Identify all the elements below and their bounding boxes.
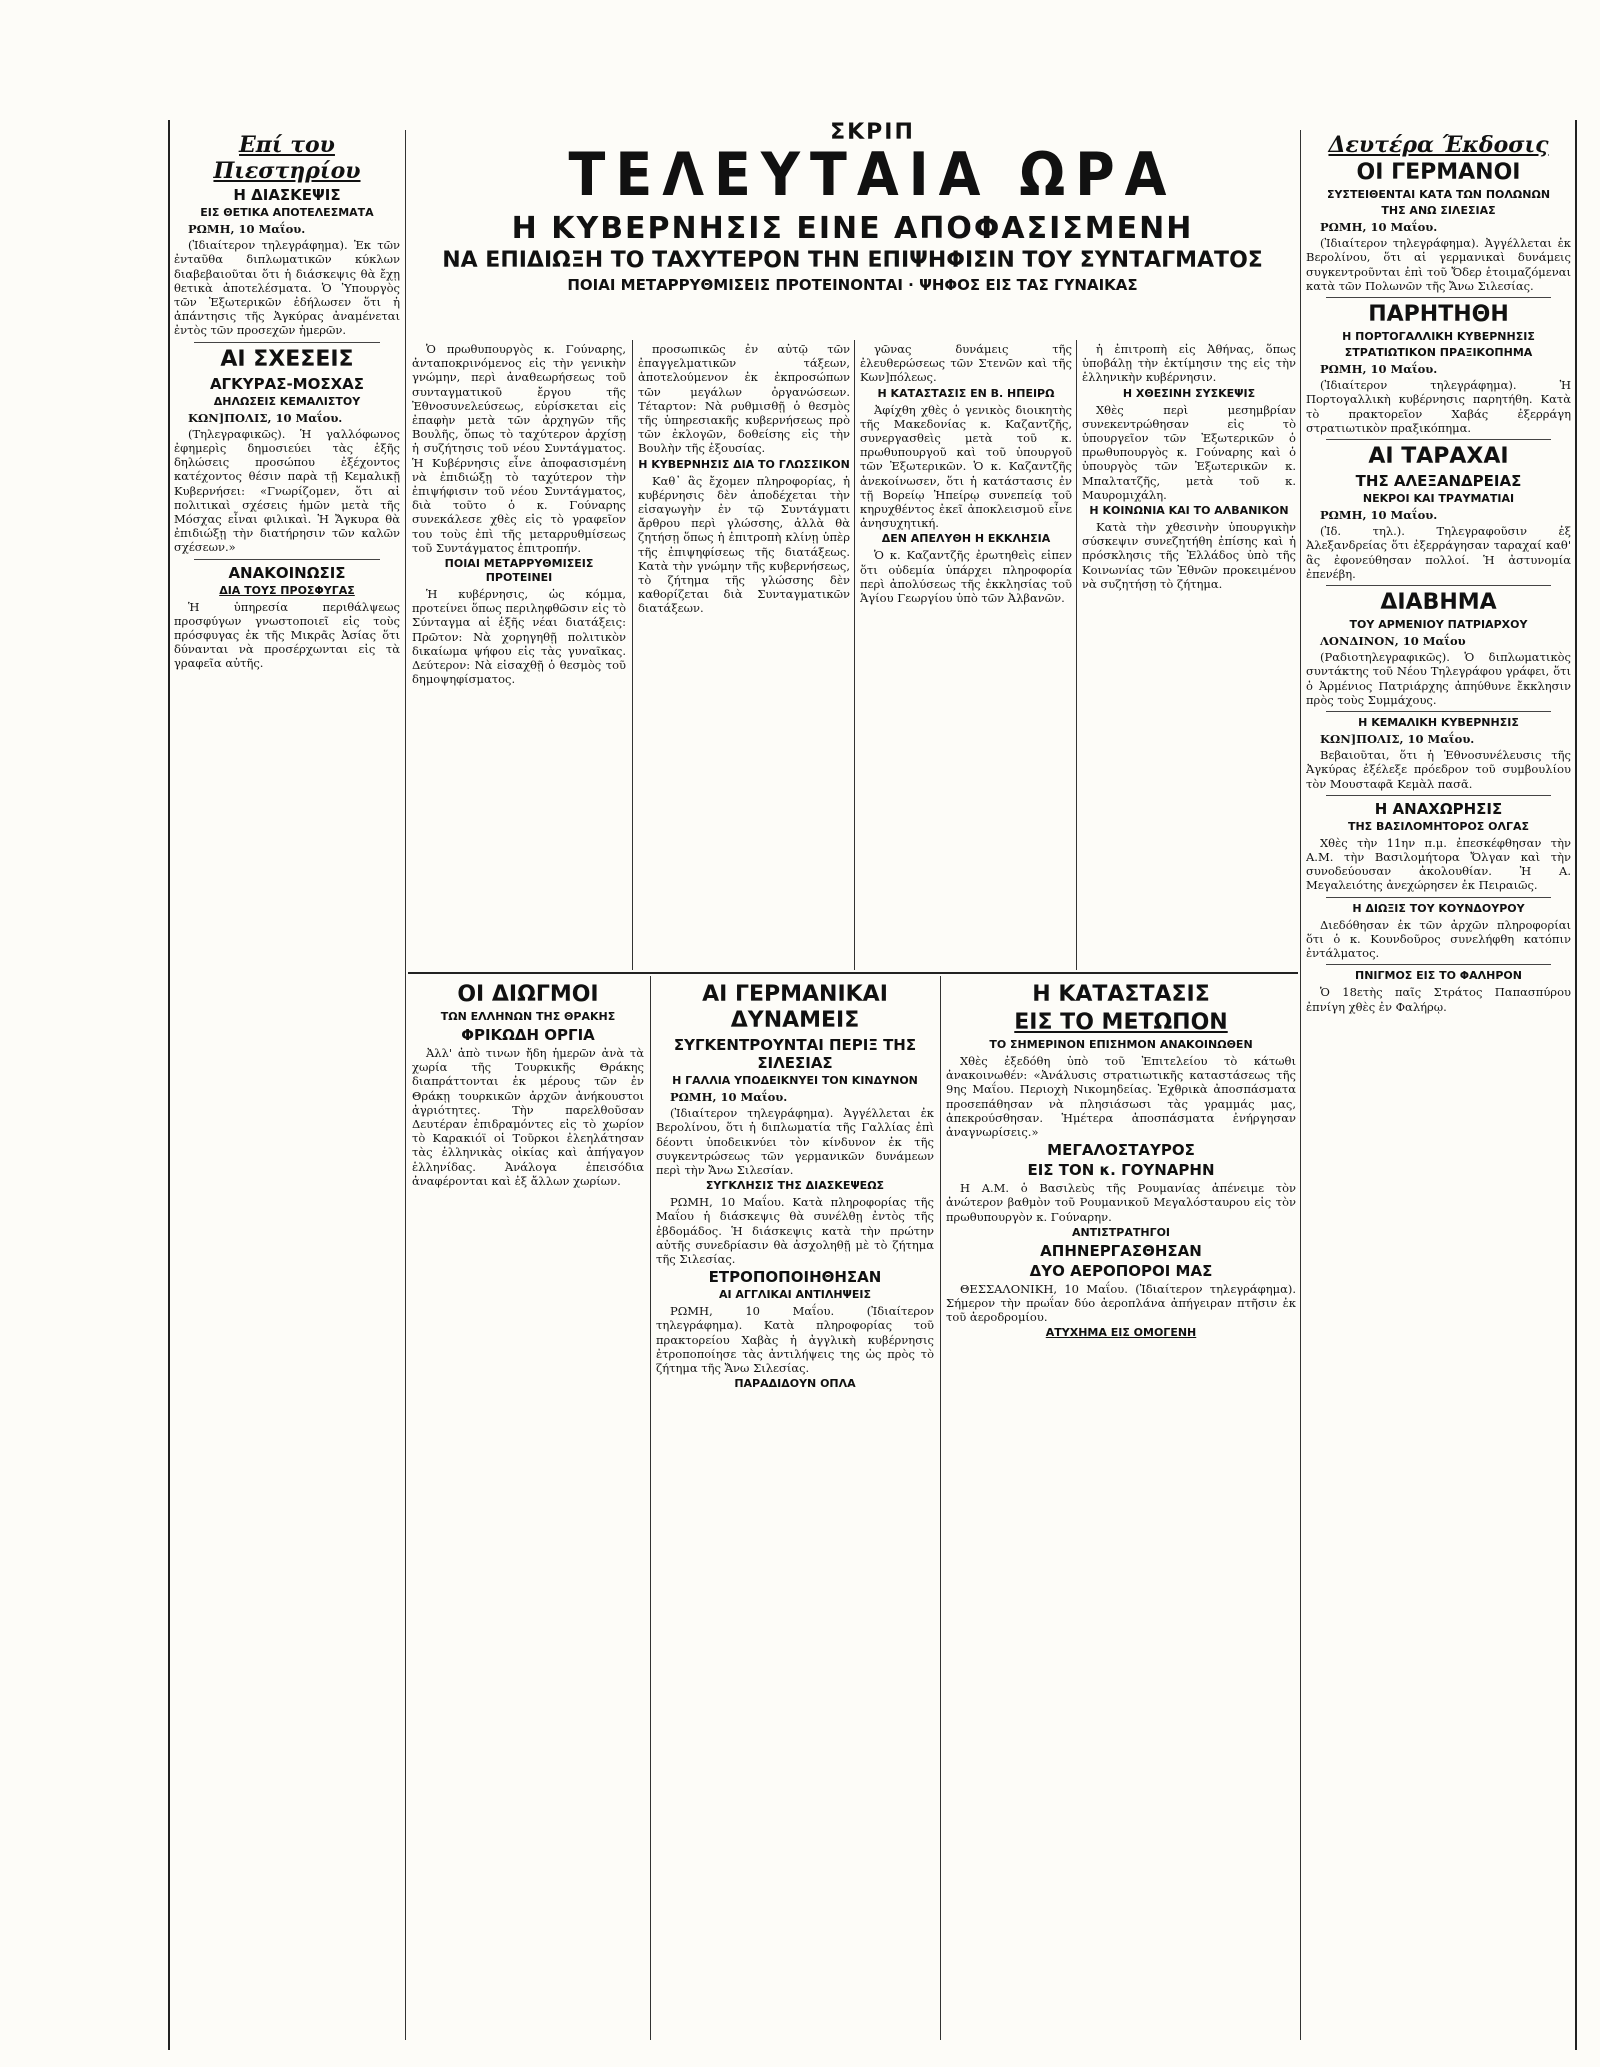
- center-c4-text: ἡ ἐπιτροπὴ εἰς Ἀθήνας, ὅπως ὑποβάλῃ τὴν ἐκτίμησιν της εἰς τὴν ἑλληνικὴν κυβέρνησιν.: [1082, 342, 1296, 385]
- right-s5-dateline: ΚΩΝ]ΠΟΛΙΣ, 10 Μαΐου.: [1320, 732, 1475, 747]
- lower2-heading-1: ΑΙ ΓΕΡΜΑΝΙΚΑΙ ΔΥΝΑΜΕΙΣ: [702, 982, 888, 1033]
- column-rule: [940, 976, 941, 2040]
- right-text: (Ἰδιαίτερον τηλεγράφημα). Ἀγγέλλεται ἐκ Βερολίνου, ὅτι αἱ γερμανικαὶ δυνάμεις συγκεντροῦνται ἐπὶ τοῦ Ὄδερ ἑτοιμαζόμεναι κατὰ τῶν Πολωνῶν τῆς Ἄνω Σιλεσίας.: [1306, 236, 1571, 293]
- column-rule: [1300, 130, 1301, 2040]
- lower2-text: (Ἰδιαίτερον τηλεγράφημα). Ἀγγέλλεται ἐκ Βερολίνου, ὅτι ἡ διπλωματία τῆς Γαλλίας ἐπὶ δέοντι ὑποδεικνύει τὸν κίνδυνον ἐκ τῆς συγκεντρώσεως τῶν γερμανικῶν δυνάμεων περὶ τὴν Ἄνω Σιλεσίαν.: [656, 1106, 934, 1178]
- right-heading-1: Δευτέρα Έκδοσις: [1328, 132, 1549, 158]
- column-rule: [1076, 340, 1077, 970]
- left-s2-heading-1: ΑΙ ΣΧΕΣΕΙΣ: [220, 346, 354, 372]
- right-s5-heading-1: Η ΚΕΜΑΛΙΚΗ ΚΥΒΕΡΝΗΣΙΣ: [1358, 716, 1519, 730]
- center-c3-text: γῶνας δυνάμεις τῆς ἐλευθερώσεως τῶν Στενῶν καὶ τῆς Κων]πόλεως.: [860, 342, 1072, 385]
- center-c4-subheading: Η ΧΘΕΣΙΝΗ ΣΥΣΚΕΨΙΣ: [1122, 386, 1256, 400]
- lower3-subheading-6: ΑΤΥΧΗΜΑ ΕΙΣ ΟΜΟΓΕΝΗ: [1045, 1326, 1197, 1340]
- right-s3-heading-3: ΝΕΚΡΟΙ ΚΑΙ ΤΡΑΥΜΑΤΙΑΙ: [1362, 492, 1515, 506]
- lower2-subheading: ΣΥΓΚΛΗΣΙΣ ΤΗΣ ΔΙΑΣΚΕΨΕΩΣ: [705, 1179, 885, 1193]
- left-article-text: (Ἰδιαίτερον τηλεγράφημα). Ἐκ τῶν ἐνταῦθα διπλωματικῶν κύκλων διαβεβαιοῦται ὅτι ἡ διάσκεψις θὰ ἔχῃ θετικὰ ἀποτελέσματα. Ὁ Ὑπουργὸς τῶν Ἐξωτερικῶν ἐδήλωσεν ὅτι ἡ ἀπάντησις τῆς Ἀγκύρας ἀναμένεται ἐντὸς τῶν προσεχῶν ἡμερῶν.: [174, 238, 400, 338]
- center-divider: [408, 972, 1298, 974]
- left-s2-text: (Τηλεγραφικῶς). Ἡ γαλλόφωνος ἐφημερὶς δημοσιεύει τὰς ἑξῆς δηλώσεις προσώπου ἐξέχοντος κατέχοντος θέσιν παρὰ τῇ Κεμαλικῇ Κυβερνήσει: «Γνωρίζομεν, ὅτι αἱ πολιτικαὶ σχέσεις ἡμῶν μετὰ τῆς Μόσχας εἶναι φιλικαὶ. Ἡ Ἄγκυρα θὰ ἐπιδιώξῃ τὴν διατήρησιν τῶν καλῶν σχέσεων.»: [174, 426, 400, 555]
- masthead-title: ΤΕΛΕΥΤΑΙΑ ΩΡΑ: [568, 140, 1177, 210]
- left-s3-text: Ἡ ὑπηρεσία περιθάλψεως προσφύγων γνωστοποιεῖ εἰς τοὺς πρόσφυγας ἐκ τῆς Μικρᾶς Ἀσίας ὅτι δύνανται νὰ προσέρχωνται εἰς τὰ γραφεῖα αὐτῆς.: [174, 599, 400, 671]
- left-s3-heading-2: ΔΙΑ ΤΟΥΣ ΠΡΟΣΦΥΓΑΣ: [219, 583, 355, 597]
- right-s7-heading-1: Η ΔΙΩΞΙΣ ΤΟΥ ΚΟΥΝΔΟΥΡΟΥ: [1352, 901, 1525, 915]
- lower3-text: Χθὲς ἐξεδόθη ὑπὸ τοῦ Ἐπιτελείου τὸ κάτωθι ἀνακοινωθέν: «Ἀνάλυσις στρατιωτικῆς καταστάσεως τῆς 9ης Μαΐου. Περιοχὴ Νικομηδείας. Ἐχθρικὰ ἀποσπάσματα προσεπάθησαν νὰ πλησιάσωσι τὰς γραμμάς μας, ἀπεκρούσθησαν. Ἡμέτερα ἀποσπάσματα ἐνήργησαν ἀναγνωρίσεις.»: [946, 1054, 1296, 1140]
- right-dateline: ΡΩΜΗ, 10 Μαΐου.: [1320, 220, 1438, 234]
- center-col-4: [1082, 342, 1296, 968]
- lower-section-2: [656, 980, 934, 2040]
- center-c4-subheading-2: Η ΚΟΙΝΩΝΙΑ ΚΑΙ ΤΟ ΑΛΒΑΝΙΚΟΝ: [1089, 504, 1289, 518]
- center-c1-text-2: Ἡ κυβέρνησις, ὡς κόμμα, προτείνει ὅπως περιληφθῶσιν εἰς τὸ Σύνταγμα αἱ ἑξῆς νέαι διατάξεις: Πρῶτον: Νὰ χορηγηθῇ πολιτικὸν δικαίωμα ψήφου εἰς τὰς γυναῖκας. Δεύτερον: Νὰ εἰσαχθῇ ὁ θεσμὸς τοῦ δημοψηφίσματος.: [412, 587, 626, 687]
- center-c3-text-2: Ἀφίχθη χθὲς ὁ γενικὸς διοικητὴς τῆς Μακεδονίας κ. Καζαντζῆς, συνεργασθεὶς μετὰ τοῦ κ. πρωθυπουργοῦ καὶ τοῦ ὑπουργοῦ τῶν Ἐξωτερικῶν. Ὁ κ. Καζαντζῆς ἀνεκοίνωσεν, ὅτι ἡ κατάστασις ἐν τῇ Βορείῳ Ἠπείρῳ συνεπείᾳ τοῦ κηρυχθέντος ἐκεῖ ἀποκλεισμοῦ εἶνε ἀνησυχητική.: [860, 402, 1072, 531]
- right-column: [1306, 130, 1571, 2040]
- lower-section-3: [946, 980, 1296, 2040]
- left-dateline: ΡΩΜΗ, 10 Μαΐου.: [188, 222, 306, 236]
- center-c2-text: προσωπικῶς ἐν αὐτῷ τῶν ἐπαγγελματικῶν τάξεων, ἀποτελούμενον ἐκ ἐκπροσώπων τῶν μεγάλων ὀργανώσεων. Τέταρτον: Νὰ ρυθμισθῇ ὁ θεσμὸς τῆς ὑπηρεσιακῆς κυβερνήσεως πρὸ τῶν ἐκλογῶν, δοθείσης εἰς τὴν Βουλὴν τῆς ἐξουσίας.: [638, 342, 850, 456]
- right-s3-text: (Ἰδ. τηλ.). Τηλεγραφοῦσιν ἐξ Ἀλεξανδρείας ὅτι ἐξερράγησαν ταραχαί καθ' ἃς ἐφονεύθησαν πολλοί. Ἡ ἀστυνομία ἐπενέβη.: [1306, 524, 1571, 581]
- column-rule: [854, 340, 855, 970]
- lower-section-1: [412, 980, 644, 2040]
- right-s4-heading-2: ΤΟΥ ΑΡΜΕΝΙΟΥ ΠΑΤΡΙΑΡΧΟΥ: [1349, 618, 1528, 632]
- center-c4-text-2: Χθὲς περὶ μεσημβρίαν συνεκεντρώθησαν εἰς τὸ ὑπουργεῖον τῶν Ἐξωτερικῶν ὁ πρωθυπουργὸς κ. Γούναρης καὶ ὁ ὑπουργὸς τῶν Ἐξωτερικῶν κ. Μπαλτατζῆς, μετὰ τοῦ κ. Μαυρομιχάλη.: [1082, 402, 1296, 502]
- lower1-heading-3: ΦΡΙΚΩΔΗ ΟΡΓΙΑ: [461, 1026, 595, 1044]
- lower2-heading-2: ΣΥΓΚΕΝΤΡΟΥΝΤΑΙ ΠΕΡΙΞ ΤΗΣ ΣΙΛΕΣΙΑΣ: [673, 1036, 917, 1072]
- center-heading-3: ΠΟΙΑΙ ΜΕΤΑΡΡΥΘΜΙΣΕΙΣ ΠΡΟΤΕΙΝΟΝΤΑΙ · ΨΗΦΟΣ ΕΙΣ ΤΑΣ ΓΥΝΑΙΚΑΣ: [567, 276, 1138, 294]
- lower2-subheading-4: ΠΑΡΑΔΙΔΟΥΝ ΟΠΛΑ: [734, 1377, 856, 1391]
- lower3-heading-2: ΕΙΣ ΤΟ ΜΕΤΩΠΟΝ: [1014, 1010, 1228, 1035]
- center-col-2: [638, 342, 850, 968]
- center-heading-2: ΝΑ ΕΠΙΔΙΩΞΗ ΤΟ ΤΑΧΥΤΕΡΟΝ ΤΗΝ ΕΠΙΨΗΦΙΣΙΝ ΤΟΥ ΣΥΝΤΑΓΜΑΤΟΣ: [442, 248, 1263, 273]
- right-s7-text: Διεδόθησαν ἐκ τῶν ἀρχῶν πληροφορίαι ὅτι ὁ κ. Κουνδοῦρος συνελήφθη κατόπιν ἐντάλματος.: [1306, 917, 1571, 961]
- right-s2-heading-2: Η ΠΟΡΤΟΓΑΛΛΙΚΗ ΚΥΒΕΡΝΗΣΙΣ: [1342, 330, 1535, 344]
- lower3-subheading-5: ΔΥΟ ΑΕΡΟΠΟΡΟΙ ΜΑΣ: [1029, 1261, 1213, 1280]
- lower3-text-3: ΘΕΣΣΑΛΟΝΙΚΗ, 10 Μαΐου. (Ἰδιαίτερον τηλεγράφημα). Σήμερον τὴν πρωΐαν δύο ἀεροπλάνα ἀπήγειραν πτῆσιν ἐκ τοῦ ἀεροδρομίου.: [946, 1281, 1296, 1325]
- center-c3-text-3: Ὁ κ. Καζαντζῆς ἐρωτηθεὶς εἰπεν ὅτι οὐδεμία ὑπάρχει πληροφορία περὶ ἀπολύσεως τῆς ἐκκλησίας τοῦ Ἁγίου Γεωργίου ὑπὸ τῶν Ἀλβανῶν.: [860, 548, 1072, 606]
- lower2-subheading-3: ΑΙ ΑΓΓΛΙΚΑΙ ΑΝΤΙΛΗΨΕΙΣ: [718, 1288, 872, 1302]
- lower2-text-3: ΡΩΜΗ, 10 Μαΐου. (Ἰδιαίτερον τηλεγράφημα). Κατὰ πληροφορίας τοῦ πρακτορείου Χαβὰς ἡ ἀγγλικὴ κυβέρνησις ἐτροποποίησε τὰς ἀντιλήψεις της ὡς πρὸς τὸ ζήτημα τῆς Ἄνω Σιλεσίας.: [656, 1304, 934, 1376]
- center-c1-subheading: ΠΟΙΑΙ ΜΕΤΑΡΡΥΘΜΙΣΕΙΣ ΠΡΟΤΕΙΝΕΙ: [444, 557, 594, 585]
- center-c2-text-2: Καθ᾽ ἃς ἔχομεν πληροφορίας, ἡ κυβέρνησις δὲν ἀποδέχεται τὴν εἰσαγωγὴν ἐν τῷ Συντάγματι ἄρθρου περὶ γλώσσης, ἀλλὰ θὰ ζητήσῃ ὅπως ἡ ἐπιτροπὴ κλίνῃ ὑπὲρ τῆς ἐπιψηφίσεως τῆς διατάξεως. Κατὰ τὴν γνώμην τῆς κυβερνήσεως, τὸ ζήτημα τῆς γλώσσης δὲν καθορίζεται διὰ Συνταγματικῶν διατάξεων.: [638, 473, 850, 616]
- lower3-subheading-3: ΑΝΤΙΣΤΡΑΤΗΓΟΙ: [1071, 1225, 1171, 1239]
- lower3-heading-1: Η ΚΑΤΑΣΤΑΣΙΣ: [1032, 982, 1210, 1007]
- left-s2-heading-3: ΔΗΛΩΣΕΙΣ ΚΕΜΑΛΙΣΤΟΥ: [213, 394, 361, 408]
- masthead-subtitle: ΣΚΡΙΠ: [830, 120, 915, 145]
- column-rule: [650, 976, 651, 2040]
- right-heading-4: ΤΗΣ ΑΝΩ ΣΙΛΕΣΙΑΣ: [1381, 204, 1496, 217]
- right-s8-heading-1: ΠΝΙΓΜΟΣ ΕΙΣ ΤΟ ΦΑΛΗΡΟΝ: [1355, 969, 1522, 983]
- lower2-dateline: ΡΩΜΗ, 10 Μαΐου.: [670, 1090, 788, 1104]
- lower1-text: Ἀλλ' ἀπὸ τινων ἤδη ἡμερῶν ἀνὰ τὰ χωρία τῆς Τουρκικῆς Θράκης διαπράττονται ἐκ μέρους τῶν ἐν Θράκῃ τουρκικῶν ἀρχῶν ἀνήκουστοι ἀγριότητες. Τὴν παρελθοῦσαν Δευτέραν ἐπιδραμόντες εἰς τὸ χωρίον τὸ Καρακιόϊ οἱ Τοῦρκοι ἐλεηλάτησαν τὰς ἑλληνικὰς οἰκίας καὶ ἀπήγαγον ἑλληνίδας. Ἀνάλογα ἐπεισόδια ἀναφέρονται καὶ ἐξ ἄλλων χωρίων.: [412, 1046, 644, 1188]
- lower2-subheading-2: ΕΤΡΟΠΟΠΟΙΗΘΗΣΑΝ: [708, 1268, 882, 1287]
- right-s3-heading-2: ΤΗΣ ΑΛΕΞΑΝΔΡΕΙΑΣ: [1355, 472, 1522, 491]
- right-s2-heading-3: ΣΤΡΑΤΙΩΤΙΚΟΝ ΠΡΑΞΙΚΟΠΗΜΑ: [1344, 346, 1533, 360]
- right-s4-heading-1: ΔΙΑΒΗΜΑ: [1380, 590, 1497, 616]
- left-heading-3: ΕΙΣ ΘΕΤΙΚΑ ΑΠΟΤΕΛΕΣΜΑΤΑ: [200, 206, 374, 219]
- right-s4-dateline: ΛΟΝΔΙΝΟΝ, 10 Μαΐου: [1320, 634, 1466, 649]
- right-s4-text: (Ραδιοτηλεγραφικῶς). Ὁ διπλωματικὸς συντάκτης τοῦ Νέου Τηλεγράφου γράφει, ὅτι ὁ Ἀρμένιος Πατριάρχης ἀπηύθυνε ἔκκλησιν πρὸς τοὺς Συμμάχους.: [1306, 650, 1571, 707]
- center-c4-text-3: Κατὰ τὴν χθεσινὴν ὑπουργικὴν σύσκεψιν συνεζητήθη ἐπίσης καὶ ἡ πρόσκλησις τῆς Ἑλλάδος ὑπὸ τῆς Κοινωνίας τῶν Ἐθνῶν προκειμένου νὰ συζητήσῃ τὸ ζήτημα.: [1082, 520, 1296, 591]
- right-s6-text: Χθὲς τὴν 11ην π.μ. ἐπεσκέφθησαν τὴν Α.Μ. τὴν Βασιλομήτορα Ὄλγαν καὶ τὴν συνοδεύουσαν ἀκολουθίαν. Ἡ Α. Μεγαλειότης ἀνεχώρησεν ἐκ Πειραιῶς.: [1306, 835, 1571, 893]
- lower1-heading-1: ΟΙ ΔΙΩΓΜΟΙ: [457, 982, 599, 1007]
- lower1-heading-2: ΤΩΝ ΕΛΛΗΝΩΝ ΤΗΣ ΘΡΑΚΗΣ: [440, 1010, 616, 1023]
- center-c1-text: Ὁ πρωθυπουργὸς κ. Γούναρης, ἀνταποκρινόμενος εἰς τὴν γενικὴν γνώμην, περὶ ἀναθεωρήσεως τοῦ συνταγματικοῦ ἔργου τῆς Ἐθνοσυνελεύσεως, εὑρίσκεται εἰς ἐπαφὴν μετὰ τῶν ἀρχηγῶν τῆς Βουλῆς, ὅπως τὸ ταχύτερον ἀρχίσῃ ἡ συζήτησις τοῦ νέου Συντάγματος. Ἡ Κυβέρνησις εἶνε ἀποφασισμένη νὰ ἐπιδιώξῃ τὸ ταχύτερον τὴν ἐπιψήφισιν τοῦ νέου Συντάγματος, διὰ τοῦτο ὁ κ. Γούναρης συνεκάλεσε χθὲς εἰς τὸ γραφεῖον του τοὺς ἐπὶ τῆς μεταρρυθμίσεως τοῦ Συντάγματος ἐπιτροπήν.: [412, 342, 626, 555]
- right-s8-text: Ὁ 18ετὴς παῖς Στράτος Παπασπύρου ἐπνίγη χθὲς ἐν Φαλήρῳ.: [1306, 985, 1571, 1014]
- column-rule: [405, 130, 406, 2040]
- center-heading-1: Η ΚΥΒΕΡΝΗΣΙΣ ΕΙΝΕ ΑΠΟΦΑΣΙΣΜΕΝΗ: [511, 211, 1194, 246]
- left-s2-heading-2: ΑΓΚΥΡΑΣ-ΜΟΣΧΑΣ: [209, 374, 365, 393]
- lower3-subheading: ΜΕΓΑΛΟΣΤΑΥΡΟΣ: [1047, 1141, 1195, 1160]
- right-heading-2: ΟΙ ΓΕΡΜΑΝΟΙ: [1356, 160, 1521, 185]
- left-s2-dateline: ΚΩΝ]ΠΟΛΙΣ, 10 Μαΐου.: [188, 410, 343, 425]
- right-s2-heading-1: ΠΑΡΗΤΗΘΗ: [1368, 302, 1509, 328]
- lower3-subheading-4: ΑΠΗΝΕΡΓΑΣΘΗΣΑΝ: [1040, 1241, 1202, 1260]
- left-heading-2: Η ΔΙΑΣΚΕΨΙΣ: [233, 186, 341, 204]
- center-c2-subheading: Η ΚΥΒΕΡΝΗΣΙΣ ΔΙΑ ΤΟ ΓΛΩΣΣΙΚΟΝ: [638, 457, 850, 471]
- left-heading-1: Επί του Πιεστηρίου: [213, 132, 361, 184]
- right-s6-heading-1: Η ΑΝΑΧΩΡΗΣΙΣ: [1374, 799, 1503, 818]
- lower2-heading-3: Η ΓΑΛΛΙΑ ΥΠΟΔΕΙΚΝΥΕΙ ΤΟΝ ΚΙΝΔΥΝΟΝ: [672, 1074, 918, 1087]
- newspaper-page: [168, 120, 1577, 2050]
- center-c3-subheading-2: ΔΕΝ ΑΠΕΛΥΘΗ Η ΕΚΚΛΗΣΙΑ: [881, 532, 1051, 546]
- left-s3-heading-1: ΑΝΑΚΟΙΝΩΣΙΣ: [228, 563, 346, 582]
- right-s2-dateline: ΡΩΜΗ, 10 Μαΐου.: [1320, 362, 1438, 377]
- center-c3-subheading: Η ΚΑΤΑΣΤΑΣΙΣ ΕΝ Β. ΗΠΕΙΡΩ: [877, 386, 1055, 400]
- lower2-text-2: ΡΩΜΗ, 10 Μαΐου. Κατὰ πληροφορίας τῆς Μαΐου ἡ διάσκεψις θὰ συνέλθῃ ἐντὸς τῆς ἑβδομάδος. Ἡ διάσκεψις κατὰ τὴν πρώτην αὐτῆς συνεδρίασιν θὰ ἀσχοληθῇ μὲ τὸ ζήτημα τῆς Σιλεσίας.: [656, 1195, 934, 1267]
- center-col-1: [412, 342, 626, 968]
- lower3-heading-3: ΤΟ ΣΗΜΕΡΙΝΟΝ ΕΠΙΣΗΜΟΝ ΑΝΑΚΟΙΝΩΘΕΝ: [989, 1038, 1253, 1051]
- right-s6-heading-2: ΤΗΣ ΒΑΣΙΛΟΜΗΤΟΡΟΣ ΟΛΓΑΣ: [1347, 819, 1530, 833]
- right-heading-3: ΣΥΣΤΕΙΘΕΝΤΑΙ ΚΑΤΑ ΤΩΝ ΠΟΛΩΝΩΝ: [1326, 188, 1551, 201]
- right-s2-text: (Ἰδιαίτερον τηλεγράφημα). Ἡ Πορτογαλλικὴ κυβέρνησις παρητήθη. Κατὰ τὸ πρακτορεῖον Χαβάς ἐξερράγη στρατιωτικὸν πραξικόπημα.: [1306, 378, 1571, 435]
- right-s5-text: Βεβαιοῦται, ὅτι ἡ Ἐθνοσυνέλευσις τῆς Ἀγκύρας ἐξέλεξε πρόεδρον τοῦ συμβουλίου τὸν Μουσταφᾶ Κεμὰλ πασᾶ.: [1306, 748, 1571, 791]
- right-s3-dateline: ΡΩΜΗ, 10 Μαΐου.: [1320, 508, 1438, 523]
- column-rule: [632, 340, 633, 970]
- right-s3-heading-1: ΑΙ ΤΑΡΑΧΑΙ: [1368, 444, 1509, 470]
- center-headlines: [410, 210, 1295, 340]
- lower3-text-2: Η Α.Μ. ὁ Βασιλεὺς τῆς Ρουμανίας ἀπένειμε τὸν ἀνώτερον βαθμὸν τοῦ Ρουμανικοῦ Μεγαλόσταυρου εἰς τὸν πρωθυπουργὸν κ. Γούναρην.: [946, 1181, 1296, 1224]
- left-column: [174, 130, 400, 2040]
- lower3-subheading-2: ΕΙΣ ΤΟΝ κ. ΓΟΥΝΑΡΗΝ: [1027, 1161, 1215, 1180]
- center-col-3: [860, 342, 1072, 968]
